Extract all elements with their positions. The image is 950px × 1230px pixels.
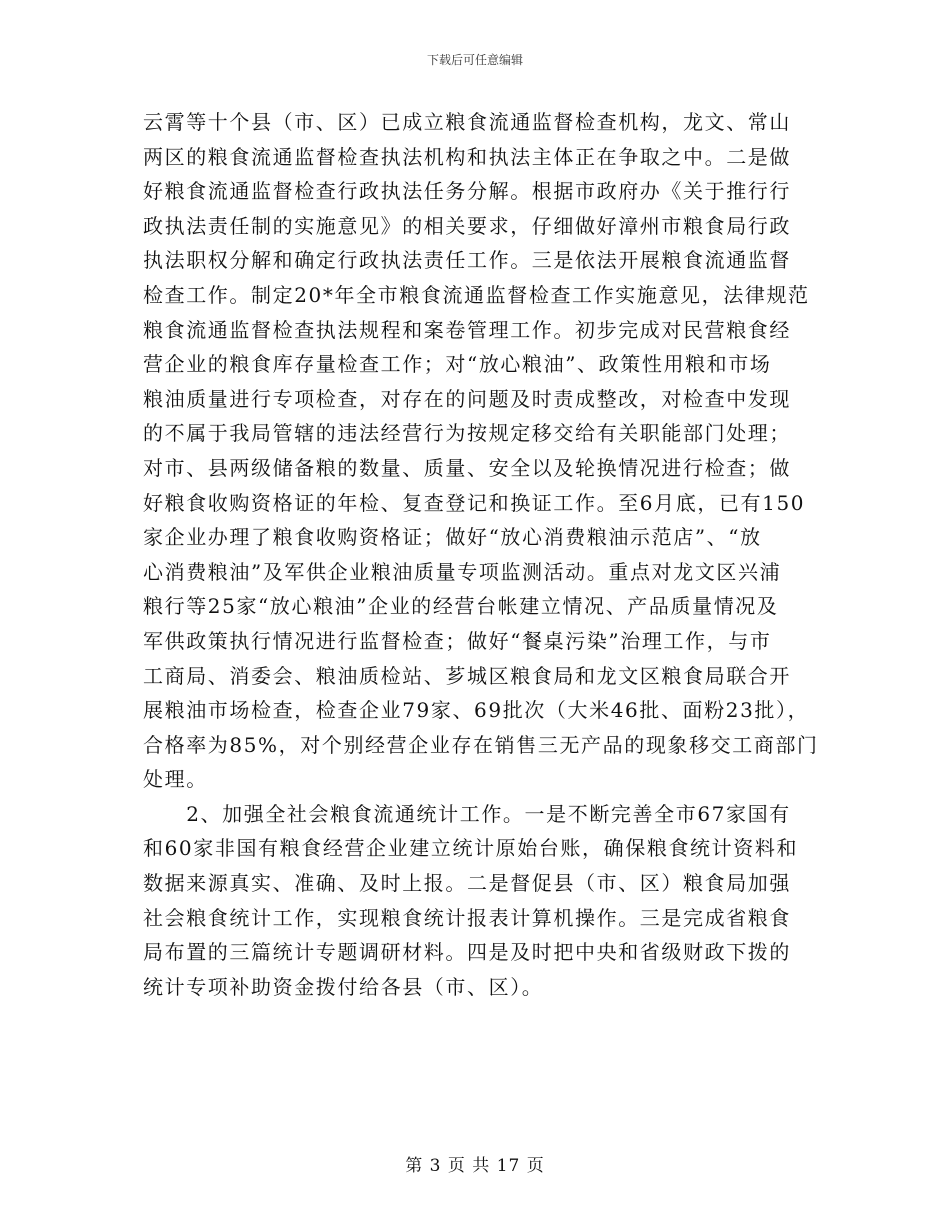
- body-line: 政执法责任制的实施意见》的相关要求，仔细做好漳州市粮食局行政: [143, 213, 791, 238]
- document-body: [143, 105, 819, 1004]
- body-line: 家企业办理了粮食收购资格证；做好“放心消费粮油示范店”、“放: [143, 525, 762, 550]
- body-line: 统计专项补助资金拨付给各县（市、区）。: [143, 974, 544, 999]
- body-line: 粮食流通监督检查执法规程和案卷管理工作。初步完成对民营粮食经: [143, 317, 791, 342]
- body-line: 社会粮食统计工作，实现粮食统计报表计算机操作。三是完成省粮食: [143, 905, 791, 930]
- body-line: 工商局、消委会、粮油质检站、芗城区粮食局和龙文区粮食局联合开: [143, 663, 791, 688]
- body-line: 军供政策执行情况进行监督检查；做好“餐桌污染”治理工作，与市: [143, 628, 772, 653]
- body-line: 云霄等十个县（市、区）已成立粮食流通监督检查机构，龙文、常山: [143, 110, 791, 134]
- body-line: 合格率为85%，对个别经营企业存在销售三无产品的现象移交工商部门: [143, 732, 819, 757]
- page-header: 下载后可任意编辑: [426, 53, 523, 67]
- page-number: 第 3 页 共 17 页: [405, 1156, 545, 1176]
- body-line: 处理。: [143, 767, 208, 792]
- body-line: 检查工作。制定20*年全市粮食流通监督检查工作实施意见，法律规范: [143, 282, 810, 307]
- body-line: 两区的粮食流通监督检查执法机构和执法主体正在争取之中。二是做: [143, 144, 791, 169]
- body-line: 展粮油市场检查，检查企业79家、69批次（大米46批、面粉23批），: [143, 698, 810, 723]
- body-line: 的不属于我局管辖的违法经营行为按规定移交给有关职能部门处理；: [143, 421, 791, 446]
- body-line: 和60家非国有粮食经营企业建立统计原始台账，确保粮食统计资料和: [143, 836, 799, 861]
- body-line: 对市、县两级储备粮的数量、质量、安全以及轮换情况进行检查；做: [143, 455, 791, 480]
- body-line: 心消费粮油”及军供企业粮油质量专项监测活动。重点对龙文区兴浦: [143, 559, 782, 584]
- body-line: 粮油质量进行专项检查，对存在的问题及时责成整改，对检查中发现: [143, 386, 791, 411]
- body-line: 好粮食收购资格证的年检、复查登记和换证工作。至6月底，已有150: [143, 490, 806, 515]
- body-line: 2、加强全社会粮食流通统计工作。一是不断完善全市67家国有: [143, 801, 791, 826]
- body-line: 数据来源真实、准确、及时上报。二是督促县（市、区）粮食局加强: [143, 871, 791, 896]
- body-line: 局布置的三篇统计专题调研材料。四是及时把中央和省级财政下拨的: [143, 940, 791, 965]
- body-line: 好粮食流通监督检查行政执法任务分解。根据市政府办《关于推行行: [143, 179, 791, 204]
- body-line: 营企业的粮食库存量检查工作；对“放心粮油”、政策性用粮和市场: [143, 352, 772, 377]
- body-line: 粮行等25家“放心粮油”企业的经营台帐建立情况、产品质量情况及: [143, 594, 779, 619]
- body-line: 执法职权分解和确定行政执法责任工作。三是依法开展粮食流通监督: [143, 248, 791, 273]
